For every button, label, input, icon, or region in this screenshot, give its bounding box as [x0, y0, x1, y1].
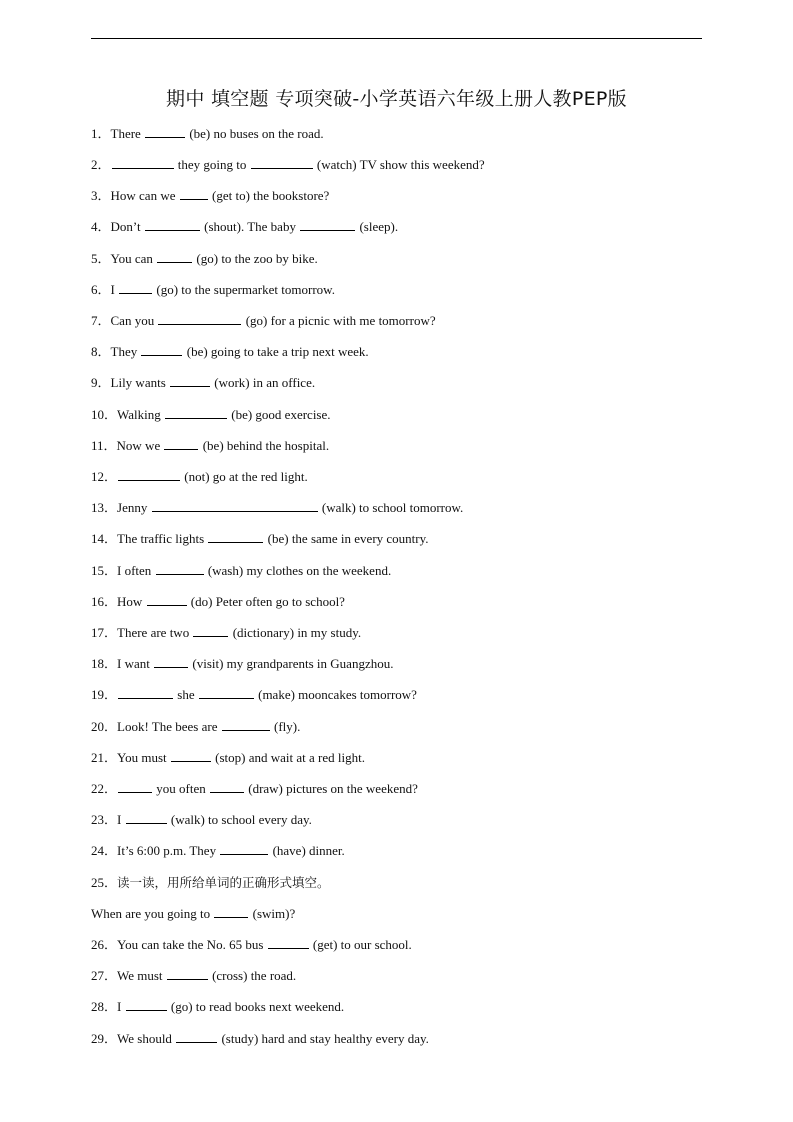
- answer-blank[interactable]: [156, 563, 204, 575]
- question-number: 29．: [91, 1031, 118, 1046]
- question-text: (shout). The baby: [200, 219, 300, 234]
- question-text: You can: [110, 251, 157, 266]
- question-text: (study) hard and stay healthy every day.: [218, 1031, 429, 1046]
- answer-blank[interactable]: [268, 937, 309, 949]
- answer-blank[interactable]: [165, 407, 227, 419]
- question-number: 19．: [91, 687, 118, 702]
- question-number: 7．: [91, 313, 111, 328]
- question-number: 13．: [91, 500, 118, 515]
- answer-blank[interactable]: [126, 999, 167, 1011]
- question-number: 24．: [91, 843, 118, 858]
- question-8: [91, 344, 369, 360]
- header-rule: [91, 38, 702, 39]
- question-15: [91, 563, 391, 579]
- question-text: Now we: [116, 438, 164, 453]
- answer-blank[interactable]: [141, 344, 182, 356]
- question-number: 12．: [91, 469, 118, 484]
- question-text: (get) to our school.: [309, 937, 412, 952]
- question-text: Lily wants: [110, 375, 170, 390]
- question-text: They: [110, 344, 141, 359]
- question-text: I: [117, 999, 125, 1014]
- question-number: 2．: [91, 157, 111, 172]
- question-text: (not) go at the red light.: [181, 469, 308, 484]
- question-text: (draw) pictures on the weekend?: [244, 781, 418, 796]
- answer-blank[interactable]: [193, 625, 228, 637]
- answer-blank[interactable]: [118, 469, 180, 481]
- question-text: Don’t: [110, 219, 144, 234]
- question-12: [91, 469, 308, 485]
- question-text: they going to: [174, 157, 250, 172]
- question-text: (swim)?: [249, 906, 296, 921]
- answer-blank[interactable]: [118, 781, 152, 793]
- question-text: I: [110, 282, 119, 297]
- question-number: 23．: [91, 812, 118, 827]
- question-26: [91, 906, 295, 922]
- question-20: [91, 719, 300, 735]
- question-number: 9．: [91, 375, 111, 390]
- question-18: [91, 656, 393, 672]
- question-number: 3．: [91, 188, 111, 203]
- question-text: (make) mooncakes tomorrow?: [254, 687, 417, 702]
- answer-blank[interactable]: [145, 126, 185, 138]
- question-27: [91, 937, 412, 953]
- answer-blank[interactable]: [147, 594, 187, 606]
- question-text: (go) for a picnic with me tomorrow?: [242, 313, 436, 328]
- question-text: There: [110, 126, 145, 141]
- answer-blank[interactable]: [154, 656, 188, 668]
- question-text: (stop) and wait at a red light.: [211, 750, 365, 765]
- question-text: (go) to read books next weekend.: [167, 999, 345, 1014]
- question-4: [91, 219, 398, 235]
- question-13: [91, 500, 463, 516]
- question-28: [91, 968, 296, 984]
- question-number: 20．: [91, 719, 118, 734]
- question-text: (be) good exercise.: [228, 407, 331, 422]
- question-text: (do) Peter often go to school?: [187, 594, 345, 609]
- answer-blank[interactable]: [180, 188, 208, 200]
- question-10: [91, 407, 331, 423]
- question-text: (sleep).: [356, 219, 399, 234]
- question-19: [91, 687, 417, 703]
- question-text: (be) going to take a trip next week.: [183, 344, 369, 359]
- question-text: (dictionary) in my study.: [229, 625, 362, 640]
- question-number: 15．: [91, 563, 118, 578]
- answer-blank[interactable]: [222, 719, 270, 731]
- question-text: When are you going to: [91, 906, 214, 921]
- answer-blank[interactable]: [164, 438, 198, 450]
- question-number: 27．: [91, 968, 118, 983]
- question-2: [91, 157, 485, 173]
- question-text: You must: [117, 750, 170, 765]
- question-text: (visit) my grandparents in Guangzhou.: [189, 656, 394, 671]
- question-text: I: [117, 812, 125, 827]
- question-number: 4．: [91, 219, 111, 234]
- question-text: Can you: [110, 313, 158, 328]
- question-number: 17．: [91, 625, 118, 640]
- question-text: (walk) to school tomorrow.: [318, 500, 464, 515]
- question-number: 22．: [91, 781, 118, 796]
- question-11: [91, 438, 329, 454]
- question-text: (cross) the road.: [208, 968, 297, 983]
- question-text: (be) no buses on the road.: [186, 126, 324, 141]
- answer-blank[interactable]: [112, 157, 174, 169]
- answer-blank[interactable]: [145, 219, 200, 231]
- question-29: [91, 999, 344, 1015]
- question-text: (be) behind the hospital.: [199, 438, 330, 453]
- question-14: [91, 531, 429, 547]
- question-text: (wash) my clothes on the weekend.: [204, 563, 392, 578]
- question-text: (work) in an office.: [211, 375, 316, 390]
- page-title: 期中 填空题 专项突破-小学英语六年级上册人教PEP版: [166, 88, 627, 110]
- question-number: 10．: [91, 407, 118, 422]
- answer-blank[interactable]: [170, 375, 210, 387]
- question-1: [91, 126, 324, 142]
- question-number: 14．: [91, 531, 118, 546]
- question-number: 1．: [91, 126, 111, 141]
- question-22: [91, 781, 418, 797]
- question-text: Walking: [117, 407, 164, 422]
- question-text: (get to) the bookstore?: [208, 188, 330, 203]
- answer-blank[interactable]: [118, 687, 173, 699]
- question-number: 25．: [91, 875, 118, 890]
- question-5: [91, 251, 318, 267]
- question-number: 18．: [91, 656, 118, 671]
- answer-blank[interactable]: [126, 812, 167, 824]
- question-text: I often: [117, 563, 155, 578]
- question-text: (watch) TV show this weekend?: [313, 157, 485, 172]
- answer-blank[interactable]: [171, 750, 211, 762]
- question-number: 16．: [91, 594, 118, 609]
- answer-blank[interactable]: [214, 906, 248, 918]
- answer-blank[interactable]: [210, 781, 244, 793]
- question-number: 5．: [91, 251, 111, 266]
- answer-blank[interactable]: [158, 313, 241, 325]
- answer-blank[interactable]: [220, 843, 268, 855]
- answer-blank[interactable]: [167, 968, 208, 980]
- question-number: 11．: [91, 438, 117, 453]
- answer-blank[interactable]: [199, 687, 254, 699]
- question-text: The traffic lights: [117, 531, 208, 546]
- question-16: [91, 594, 345, 610]
- question-text: Jenny: [117, 500, 151, 515]
- answer-blank[interactable]: [251, 157, 313, 169]
- question-21: [91, 750, 365, 766]
- question-text: It’s 6:00 p.m. They: [117, 843, 220, 858]
- question-24: [91, 843, 345, 859]
- answer-blank[interactable]: [119, 282, 152, 294]
- question-30: [91, 1031, 429, 1047]
- question-number: 21．: [91, 750, 118, 765]
- question-text: We should: [117, 1031, 176, 1046]
- question-text: There are two: [117, 625, 193, 640]
- question-text: I want: [117, 656, 154, 671]
- question-text: How can we: [110, 188, 179, 203]
- question-17: [91, 625, 361, 641]
- question-text: (go) to the supermarket tomorrow.: [153, 282, 335, 297]
- answer-blank[interactable]: [152, 500, 318, 512]
- question-text: (go) to the zoo by bike.: [193, 251, 318, 266]
- question-text: (walk) to school every day.: [167, 812, 312, 827]
- question-text: you often: [153, 781, 209, 796]
- question-number: 28．: [91, 999, 118, 1014]
- question-text: How: [117, 594, 146, 609]
- question-text: We must: [117, 968, 166, 983]
- question-text: (have) dinner.: [269, 843, 345, 858]
- answer-blank[interactable]: [176, 1031, 217, 1043]
- question-23: [91, 812, 312, 828]
- answer-blank[interactable]: [300, 219, 355, 231]
- question-6: [91, 282, 335, 298]
- question-3: [91, 188, 329, 204]
- question-text: Look! The bees are: [117, 719, 221, 734]
- question-text: You can take the No. 65 bus: [117, 937, 267, 952]
- question-number: 8．: [91, 344, 111, 359]
- question-number: 26．: [91, 937, 118, 952]
- question-text: (be) the same in every country.: [264, 531, 429, 546]
- question-9: [91, 375, 315, 391]
- question-text: she: [174, 687, 198, 702]
- question-text: (fly).: [270, 719, 301, 734]
- instruction-text: 读一读，用所给单词的正确形式填空。: [117, 875, 330, 890]
- question-7: [91, 313, 436, 329]
- answer-blank[interactable]: [157, 251, 192, 263]
- question-number: 6．: [91, 282, 111, 297]
- answer-blank[interactable]: [208, 531, 263, 543]
- question-25: [91, 875, 330, 891]
